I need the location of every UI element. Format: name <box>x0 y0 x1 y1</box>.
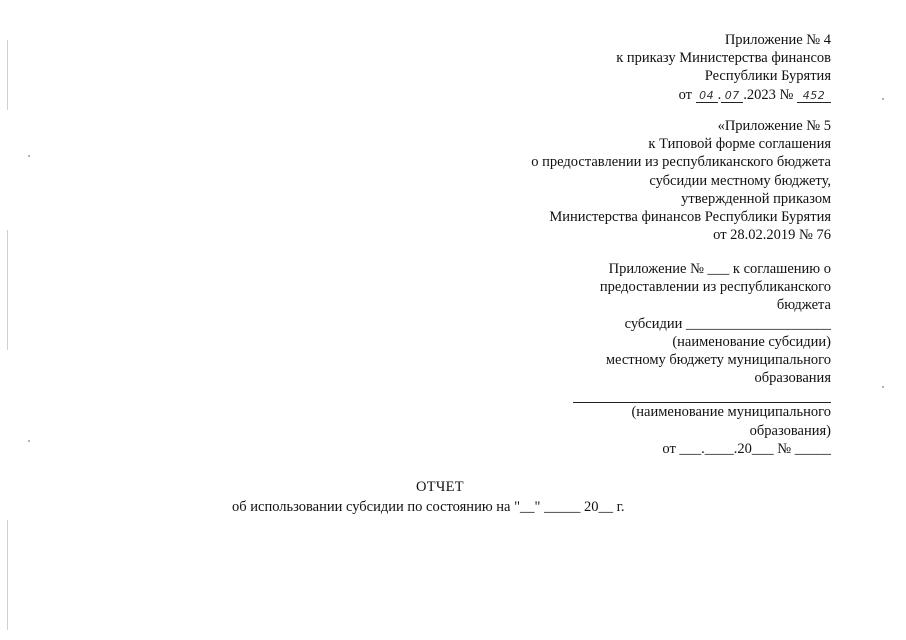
order-number: 452 <box>797 89 831 103</box>
typical-form-line: утвержденной приказом <box>681 190 831 207</box>
typical-form-line: субсидии местному бюджету, <box>649 172 831 189</box>
subsidy-name-line: субсидии ____________________ <box>624 315 831 332</box>
agreement-line: образования <box>754 370 831 387</box>
scan-speck <box>882 386 884 388</box>
order-date-month: 07 <box>721 89 743 103</box>
report-subtitle: об использовании субсидии по состоянию на "__" _____ 20__ г. <box>232 499 625 515</box>
report-title: ОТЧЕТ <box>416 479 464 495</box>
typical-form-line: к Типовой форме соглашения <box>648 136 831 153</box>
typical-form-line: Министерства финансов Республики Бурятия <box>549 209 831 226</box>
agreement-line: предоставлении из республиканского <box>599 279 831 296</box>
order-appendix-title: Приложение № 4 <box>724 32 831 48</box>
scan-edge-line <box>7 230 8 350</box>
typical-form-line: «Приложение № 5 <box>717 118 831 134</box>
order-date-day: 04 <box>696 89 718 103</box>
agreement-date-line: от ___.____.20___ № _____ <box>662 440 831 457</box>
agreement-line: Приложение № ___ к соглашению о <box>608 261 831 277</box>
agreement-line: местному бюджету муниципального <box>605 352 831 369</box>
order-date-year: .2023 № <box>743 86 797 103</box>
order-appendix-ref-cont: Республики Бурятия <box>704 68 831 85</box>
typical-form-line: от 28.02.2019 № 76 <box>713 227 831 244</box>
scan-speck <box>28 155 30 157</box>
municipality-blank-line <box>573 387 831 403</box>
order-date-line <box>616 86 831 104</box>
scan-edge-line <box>7 40 8 110</box>
municipality-caption-cont: образования) <box>749 422 831 439</box>
order-date-sep: . <box>717 86 722 103</box>
order-date-prefix: от <box>678 86 696 103</box>
agreement-appendix-header <box>573 260 831 458</box>
typical-form-appendix-header <box>531 117 831 244</box>
order-appendix-ref: к приказу Министерства финансов <box>616 50 831 67</box>
scan-edge-line <box>7 520 8 630</box>
order-appendix-header <box>616 31 831 104</box>
agreement-line: бюджета <box>776 297 831 314</box>
typical-form-line: о предоставлении из республиканского бюджета <box>531 154 831 171</box>
subsidy-name-caption: (наименование субсидии) <box>672 333 831 350</box>
municipality-caption: (наименование муниципального <box>631 404 831 421</box>
scan-speck <box>28 440 30 442</box>
scan-speck <box>882 98 884 100</box>
